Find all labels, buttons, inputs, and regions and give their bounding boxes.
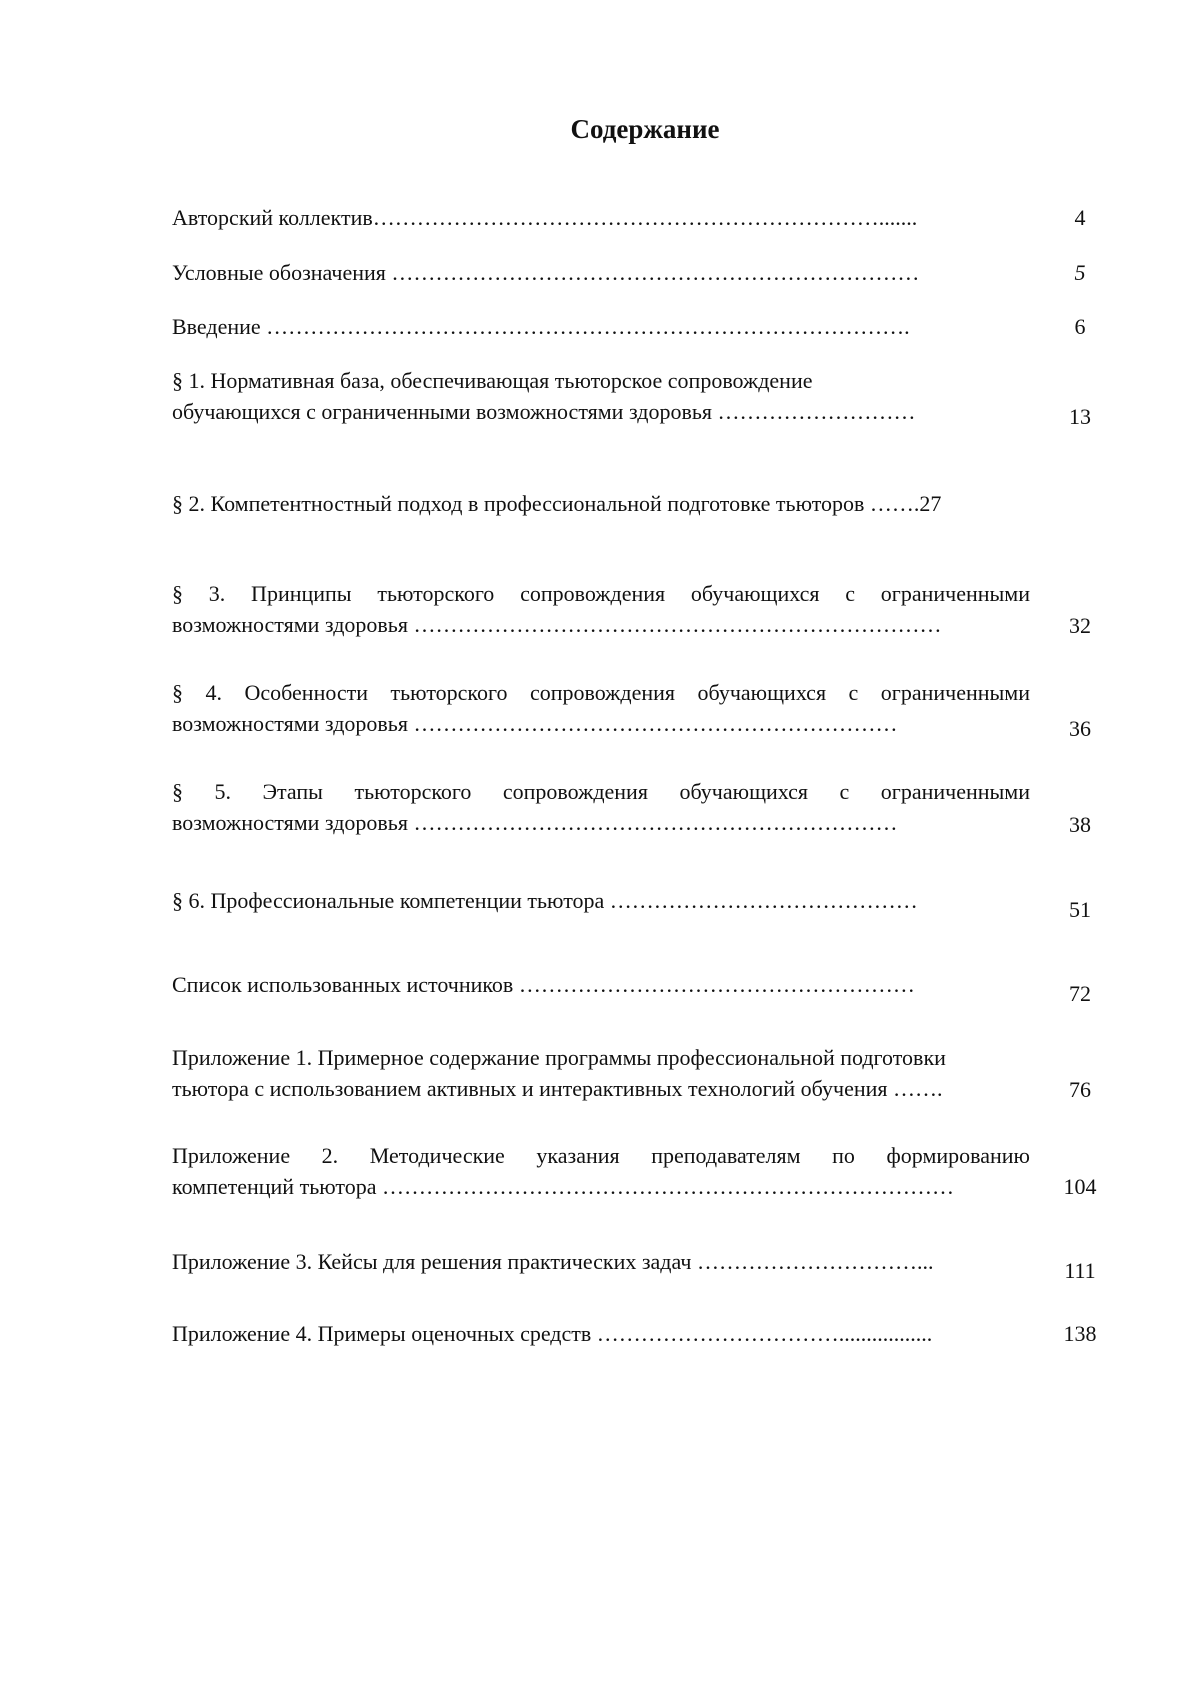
toc-entry-introduction (172, 311, 1030, 342)
toc-entry-text: Введение ……………………………………………………………………………. (172, 314, 910, 339)
toc-entry-text: Приложение 1. Примерное содержание программы профессиональной подготовки (172, 1045, 946, 1070)
toc-entry-text: Приложение 4. Примеры оценочных средств ……………………………................. (172, 1321, 933, 1346)
toc-entry-text: возможностями здоровья ……………………………………………………………… (172, 612, 942, 637)
toc-page-number: 32 (1069, 613, 1091, 638)
toc-entry-text: § 4. Особенности тьюторского сопровождения обучающихся с ограниченными (172, 680, 1030, 705)
toc-entry-section-6 (172, 885, 1030, 916)
toc-page-number: 111 (1064, 1258, 1096, 1283)
toc-entry-text: возможностями здоровья ………………………………………………………… (172, 810, 898, 835)
toc-page-number: 5 (1074, 260, 1086, 285)
toc-page-number: 13 (1069, 404, 1091, 429)
toc-page-number: 72 (1069, 981, 1091, 1006)
toc-entry-text: § 3. Принципы тьюторского сопровождения обучающихся с ограниченными (172, 581, 1030, 606)
toc-entry-appendix-3 (172, 1246, 1030, 1277)
toc-entry-authors (172, 202, 1030, 233)
toc-entry-text: Авторский коллектив……………………………………………………………....... (172, 205, 918, 230)
toc-entry-appendix-2 (172, 1140, 1030, 1202)
toc-entry-references (172, 969, 1030, 1000)
toc-entry-text: § 2. Компетентностный подход в профессиональной подготовке тьюторов …….27 (172, 491, 942, 516)
toc-page-number: 138 (1063, 1321, 1097, 1346)
toc-entry-text: § 1. Нормативная база, обеспечивающая тьюторское сопровождение (172, 368, 813, 393)
toc-entry-text: § 5. Этапы тьюторского сопровождения обучающихся с ограниченными (172, 779, 1030, 804)
toc-entry-text: Условные обозначения ……………………………………………………………… (172, 260, 920, 285)
toc-page-number: 51 (1069, 897, 1091, 922)
toc-entry-text: Приложение 2. Методические указания преподавателям по формированию (172, 1143, 1030, 1168)
toc-entry-appendix-4 (172, 1318, 1030, 1349)
toc-page-number: 76 (1069, 1077, 1091, 1102)
toc-entry-text: § 6. Профессиональные компетенции тьютора …………………………………… (172, 888, 918, 913)
toc-entry-text: Список использованных источников ……………………………………………… (172, 972, 915, 997)
toc-entry-section-2 (172, 488, 1030, 519)
toc-entry-text: возможностями здоровья ………………………………………………………… (172, 711, 898, 736)
toc-entry-text: обучающихся с ограниченными возможностями здоровья ……………………… (172, 399, 916, 424)
toc-entry-section-1 (172, 365, 1030, 427)
toc-entry-text: тьютора с использованием активных и интерактивных технологий обучения ……. (172, 1076, 943, 1101)
toc-page-number: 36 (1069, 716, 1091, 741)
toc-entry-section-5 (172, 776, 1030, 838)
toc-entry-text: Приложение 3. Кейсы для решения практических задач …………………………... (172, 1249, 934, 1274)
toc-entry-symbols (172, 257, 1030, 288)
toc-page-number: 104 (1063, 1174, 1097, 1199)
toc-page-number: 4 (1074, 205, 1086, 230)
toc-entry-appendix-1 (172, 1042, 1030, 1104)
toc-page-number: 38 (1069, 812, 1091, 837)
toc-page-number: 6 (1074, 314, 1086, 339)
toc-entry-text: компетенций тьютора …………………………………………………………………… (172, 1174, 954, 1199)
toc-entry-section-4 (172, 677, 1030, 739)
toc-entry-section-3 (172, 578, 1030, 640)
page-title: Содержание (570, 114, 720, 144)
